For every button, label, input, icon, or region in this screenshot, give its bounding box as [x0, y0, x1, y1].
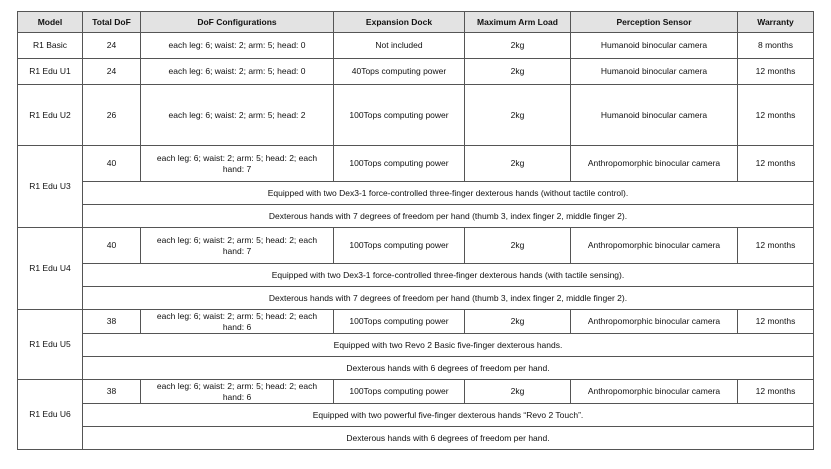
- expansion-dock-cell: 40Tops computing power: [334, 59, 465, 85]
- hand-equipment-note: Equipped with two Revo 2 Basic five-finger dexterous hands.: [83, 334, 814, 357]
- warranty-cell: 12 months: [738, 380, 814, 404]
- dof-config-cell: each leg: 6; waist: 2; arm: 5; head: 2; each hand: 7: [141, 228, 334, 264]
- dof-config-cell: each leg: 6; waist: 2; arm: 5; head: 0: [141, 33, 334, 59]
- hand-equipment-note: Equipped with two Dex3-1 force-controlled three-finger dexterous hands (without tactile control).: [83, 182, 814, 205]
- sensor-cell: Anthropomorphic binocular camera: [571, 380, 738, 404]
- expansion-dock-cell: 100Tops computing power: [334, 146, 465, 182]
- expansion-dock-cell: 100Tops computing power: [334, 380, 465, 404]
- total-dof-cell: 24: [83, 33, 141, 59]
- model-cell: R1 Edu U4: [18, 228, 83, 310]
- total-dof-cell: 40: [83, 146, 141, 182]
- header-max-arm-load: Maximum Arm Load: [465, 12, 571, 33]
- hand-equipment-note: Equipped with two Dex3-1 force-controlled three-finger dexterous hands (with tactile sensing).: [83, 264, 814, 287]
- warranty-cell: 12 months: [738, 85, 814, 146]
- note-row: [18, 287, 814, 310]
- table-row: [18, 85, 814, 146]
- arm-load-cell: 2kg: [465, 310, 571, 334]
- expansion-dock-cell: Not included: [334, 33, 465, 59]
- total-dof-cell: 38: [83, 310, 141, 334]
- sensor-cell: Anthropomorphic binocular camera: [571, 228, 738, 264]
- total-dof-cell: 38: [83, 380, 141, 404]
- warranty-cell: 12 months: [738, 59, 814, 85]
- model-cell: R1 Edu U1: [18, 59, 83, 85]
- header-dof-configurations: DoF Configurations: [141, 12, 334, 33]
- header-total-dof: Total DoF: [83, 12, 141, 33]
- model-cell: R1 Edu U5: [18, 310, 83, 380]
- table-row: [18, 228, 814, 264]
- warranty-cell: 12 months: [738, 310, 814, 334]
- total-dof-cell: 24: [83, 59, 141, 85]
- dof-config-cell: each leg: 6; waist: 2; arm: 5; head: 0: [141, 59, 334, 85]
- arm-load-cell: 2kg: [465, 146, 571, 182]
- hand-dof-note: Dexterous hands with 7 degrees of freedom per hand (thumb 3, index finger 2, middle finger 2).: [83, 287, 814, 310]
- warranty-cell: 12 months: [738, 146, 814, 182]
- hand-dof-note: Dexterous hands with 6 degrees of freedom per hand.: [83, 427, 814, 450]
- hand-dof-note: Dexterous hands with 7 degrees of freedom per hand (thumb 3, index finger 2, middle finger 2).: [83, 205, 814, 228]
- expansion-dock-cell: 100Tops computing power: [334, 85, 465, 146]
- warranty-cell: 12 months: [738, 228, 814, 264]
- header-expansion-dock: Expansion Dock: [334, 12, 465, 33]
- arm-load-cell: 2kg: [465, 85, 571, 146]
- sensor-cell: Anthropomorphic binocular camera: [571, 310, 738, 334]
- spec-table: [17, 11, 814, 450]
- hand-dof-note: Dexterous hands with 6 degrees of freedom per hand.: [83, 357, 814, 380]
- total-dof-cell: 40: [83, 228, 141, 264]
- dof-config-cell: each leg: 6; waist: 2; arm: 5; head: 2; each hand: 7: [141, 146, 334, 182]
- dof-config-cell: each leg: 6; waist: 2; arm: 5; head: 2; each hand: 6: [141, 310, 334, 334]
- note-row: [18, 205, 814, 228]
- expansion-dock-cell: 100Tops computing power: [334, 310, 465, 334]
- arm-load-cell: 2kg: [465, 380, 571, 404]
- header-perception-sensor: Perception Sensor: [571, 12, 738, 33]
- header-row: [18, 12, 814, 33]
- hand-equipment-note: Equipped with two powerful five-finger dexterous hands “Revo 2 Touch”.: [83, 404, 814, 427]
- spec-table-container: [17, 11, 814, 450]
- note-row: [18, 427, 814, 450]
- dof-config-cell: each leg: 6; waist: 2; arm: 5; head: 2: [141, 85, 334, 146]
- sensor-cell: Humanoid binocular camera: [571, 33, 738, 59]
- table-row: [18, 310, 814, 334]
- model-cell: R1 Edu U2: [18, 85, 83, 146]
- header-warranty: Warranty: [738, 12, 814, 33]
- note-row: [18, 334, 814, 357]
- note-row: [18, 264, 814, 287]
- table-row: [18, 380, 814, 404]
- note-row: [18, 404, 814, 427]
- table-row: [18, 146, 814, 182]
- expansion-dock-cell: 100Tops computing power: [334, 228, 465, 264]
- total-dof-cell: 26: [83, 85, 141, 146]
- model-cell: R1 Edu U6: [18, 380, 83, 450]
- dof-config-cell: each leg: 6; waist: 2; arm: 5; head: 2; each hand: 6: [141, 380, 334, 404]
- sensor-cell: Humanoid binocular camera: [571, 85, 738, 146]
- note-row: [18, 357, 814, 380]
- arm-load-cell: 2kg: [465, 59, 571, 85]
- arm-load-cell: 2kg: [465, 228, 571, 264]
- model-cell: R1 Basic: [18, 33, 83, 59]
- arm-load-cell: 2kg: [465, 33, 571, 59]
- header-model: Model: [18, 12, 83, 33]
- table-row: [18, 33, 814, 59]
- sensor-cell: Anthropomorphic binocular camera: [571, 146, 738, 182]
- table-row: [18, 59, 814, 85]
- warranty-cell: 8 months: [738, 33, 814, 59]
- model-cell: R1 Edu U3: [18, 146, 83, 228]
- note-row: [18, 182, 814, 205]
- sensor-cell: Humanoid binocular camera: [571, 59, 738, 85]
